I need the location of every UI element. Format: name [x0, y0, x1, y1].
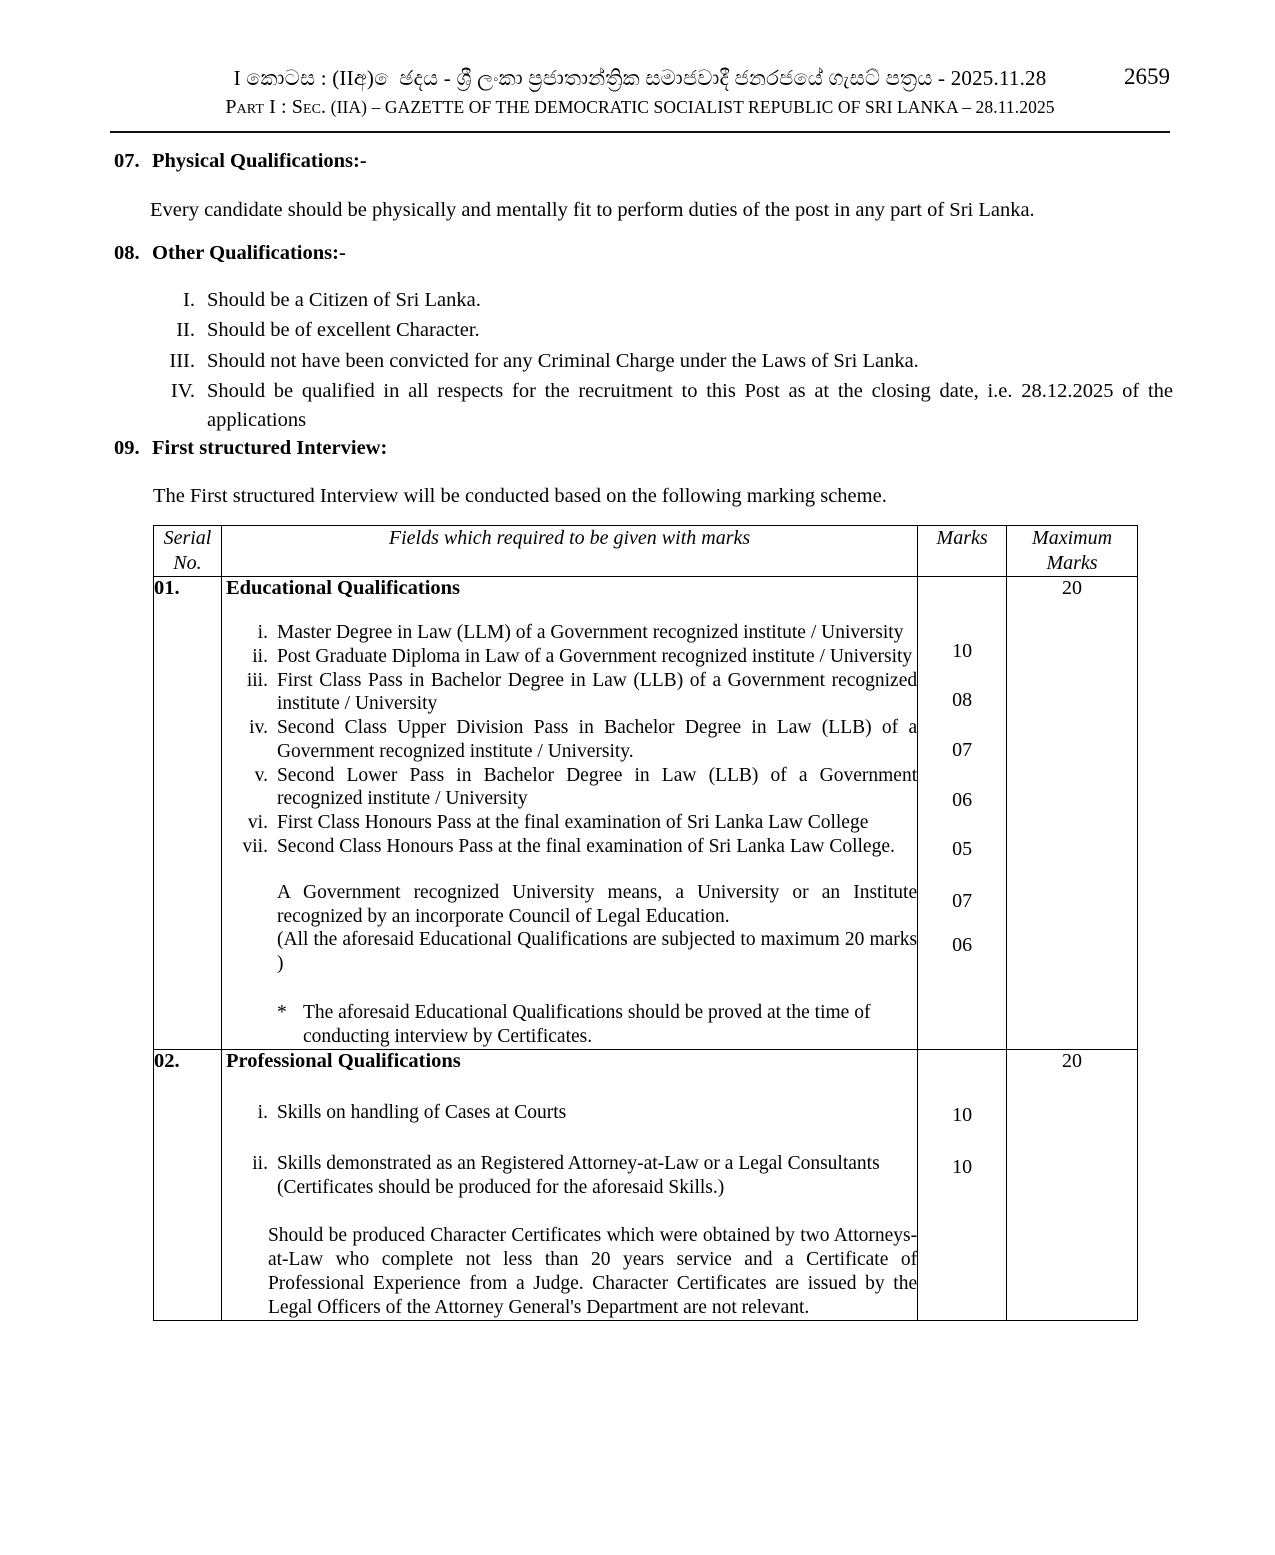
table-row: [154, 1049, 1138, 1320]
sub-item-text: First Class Honours Pass at the final examination of Sri Lanka Law College: [276, 812, 869, 834]
row-title: Professional Qualifications: [225, 1049, 461, 1072]
educational-note: [277, 881, 917, 976]
list-item-text: Should not have been convicted for any Criminal Charge under the Laws of Sri Lanka.: [207, 349, 919, 372]
section-number-09: 09.: [114, 437, 140, 459]
header-rule: [110, 131, 1170, 133]
row-fields-cell: [221, 1049, 917, 1320]
professional-note: Should be produced Character Certificates which were obtained by two Attorneys-at-Law who complete not less than 20 years service and a Certificate of Professional Experience from a Judge. Character Certificates are issued by the Legal Officers of the Attorney General's Department are not relevant.: [267, 1224, 918, 1318]
sub-item-number: ii.: [252, 1153, 268, 1175]
list-item-number: I.: [183, 289, 195, 311]
row-serial-number: 02.: [154, 1049, 222, 1320]
sub-item-text: Post Graduate Diploma in Law of a Government recognized institute / University: [276, 645, 913, 667]
professional-qualifications-sublist: [222, 1101, 917, 1200]
mark-value: 05: [952, 838, 973, 860]
page-number: 2659: [1124, 64, 1170, 89]
section-title-07: Physical Qualifications:-: [152, 150, 367, 172]
row-maximum-marks: 20: [1007, 577, 1138, 1050]
sub-item-number: vii.: [242, 836, 268, 858]
section-heading-first-structured-interview: [114, 437, 387, 460]
section-heading-physical-qualifications: [114, 150, 367, 173]
sub-item-number: i.: [257, 622, 268, 643]
sub-item-text: Skills on handling of Cases at Courts: [276, 1101, 567, 1123]
list-item-number: III.: [169, 349, 195, 372]
column-header-fields: Fields which required to be given with marks: [221, 526, 917, 577]
mark-value: 10: [952, 640, 973, 662]
column-header-marks: Marks: [918, 526, 1007, 577]
column-header-maximum-marks: [1007, 526, 1138, 577]
mark-value: 07: [952, 890, 973, 912]
educational-star-note-text: The aforesaid Educational Qualifications should be proved at the time of conducting interview by Certificates.: [302, 1001, 871, 1047]
sub-list-item: [222, 764, 917, 812]
mark-value: 10: [952, 1103, 973, 1126]
marking-scheme-table: [153, 525, 1138, 1321]
header-english-title: (IIA) – GAZETTE OF THE DEMOCRATIC SOCIALIST REPUBLIC OF SRI LANKA – 28.11.2025: [330, 97, 1055, 117]
list-item: [143, 286, 1173, 315]
mark-value: 07: [952, 739, 973, 761]
list-item-text: Should be a Citizen of Sri Lanka.: [207, 289, 481, 311]
column-header-max-line2: Marks: [1046, 552, 1098, 574]
list-item: [143, 316, 1173, 345]
header-row-english: [110, 96, 1170, 119]
sub-item-number: vi.: [247, 812, 268, 834]
sub-item-text: First Class Pass in Bachelor Degree in Law (LLB) of a Government recognized institute / University: [276, 669, 918, 715]
sub-item-number: i.: [257, 1101, 268, 1123]
sub-item-number: ii.: [252, 645, 268, 667]
section-heading-other-qualifications: [114, 242, 346, 265]
section-title-09: First structured Interview:: [152, 437, 388, 459]
sub-item-text: Skills demonstrated as an Registered Attorney-at-Law or a Legal Consultants (Certificates should be produced for the aforesaid Skills.): [276, 1153, 880, 1199]
educational-note-line1: A Government recognized University means, a University or an Institute recognized by an incorporate Council of Legal Education.: [276, 881, 918, 927]
section-number-08: 08.: [114, 242, 140, 264]
column-header-serial-no: [154, 526, 222, 577]
sub-list-item: [222, 835, 917, 859]
paragraph-first-structured-interview: The First structured Interview will be conducted based on the following marking scheme.: [153, 485, 887, 507]
mark-value: 06: [952, 934, 973, 956]
column-header-max-line1: Maximum: [1032, 527, 1113, 549]
sub-item-number: iii.: [246, 669, 268, 691]
header-part-sec-label: Part I : Sec.: [225, 96, 327, 118]
sub-list-item: [222, 621, 917, 645]
list-item-number: II.: [176, 319, 195, 342]
sub-item-text: Second Class Honours Pass at the final examination of Sri Lanka Law College.: [276, 836, 895, 858]
sub-list-item: [222, 1101, 917, 1125]
table-row: [154, 577, 1138, 1050]
sub-item-text: Second Class Upper Division Pass in Bachelor Degree in Law (LLB) of a Government recognized institute / University.: [276, 717, 918, 762]
row-title: Educational Qualifications: [225, 577, 461, 599]
sub-list-item: [222, 716, 917, 764]
mark-value: 08: [952, 689, 973, 711]
educational-note-line2: (All the aforesaid Educational Qualifications are subjected to maximum 20 marks ): [276, 929, 918, 975]
sub-list-item: [222, 669, 917, 717]
page-header: [110, 66, 1170, 119]
row-fields-cell: [221, 577, 917, 1050]
row-marks-cell: [918, 1049, 1007, 1320]
list-item-text: Should be of excellent Character.: [207, 319, 480, 342]
row-marks-cell: [918, 577, 1007, 1050]
list-item-number: IV.: [170, 379, 195, 402]
sub-list-item: [222, 645, 917, 669]
section-number-07: 07.: [114, 150, 140, 172]
paragraph-physical-qualifications: Every candidate should be physically and mentally fit to perform duties of the post in any part of Sri Lanka.: [150, 199, 1035, 221]
list-item: [143, 347, 1173, 376]
section-title-08: Other Qualifications:-: [152, 242, 346, 264]
mark-value: 10: [952, 1155, 973, 1178]
sub-item-number: iv.: [249, 717, 268, 739]
header-sinhala-title: I කොටස : (IIඅ) ෙඡදය - ශ්‍රී ලංකා ප්‍රජාතාන්ත්‍රික සමාජවාදී ජනරජයේ ගැසට් පත්‍රය - 2025.11.28: [233, 66, 1047, 90]
row-maximum-marks: 20: [1007, 1049, 1138, 1320]
sub-item-number: v.: [254, 764, 268, 786]
column-header-serial-line1: Serial: [163, 527, 212, 549]
sub-list-item: [222, 1152, 917, 1200]
sub-item-text: Second Lower Pass in Bachelor Degree in Law (LLB) of a Government recognized institute / University: [276, 764, 918, 810]
educational-qualifications-sublist: [222, 621, 917, 859]
row-serial-number: 01.: [154, 577, 222, 1050]
list-item-text: Should be qualified in all respects for the recruitment to this Post as at the closing date, i.e. 28.12.2025 of the applications: [207, 379, 1173, 432]
table-header-row: [154, 526, 1138, 577]
asterisk-icon: *: [276, 1001, 287, 1023]
educational-star-note: [277, 1001, 917, 1049]
sub-list-item: [222, 811, 917, 835]
sub-item-text: Master Degree in Law (LLM) of a Government recognized institute / University: [276, 622, 904, 643]
header-row-sinhala: [110, 66, 1170, 91]
mark-value: 06: [952, 789, 973, 811]
column-header-serial-line2: No.: [173, 552, 202, 574]
